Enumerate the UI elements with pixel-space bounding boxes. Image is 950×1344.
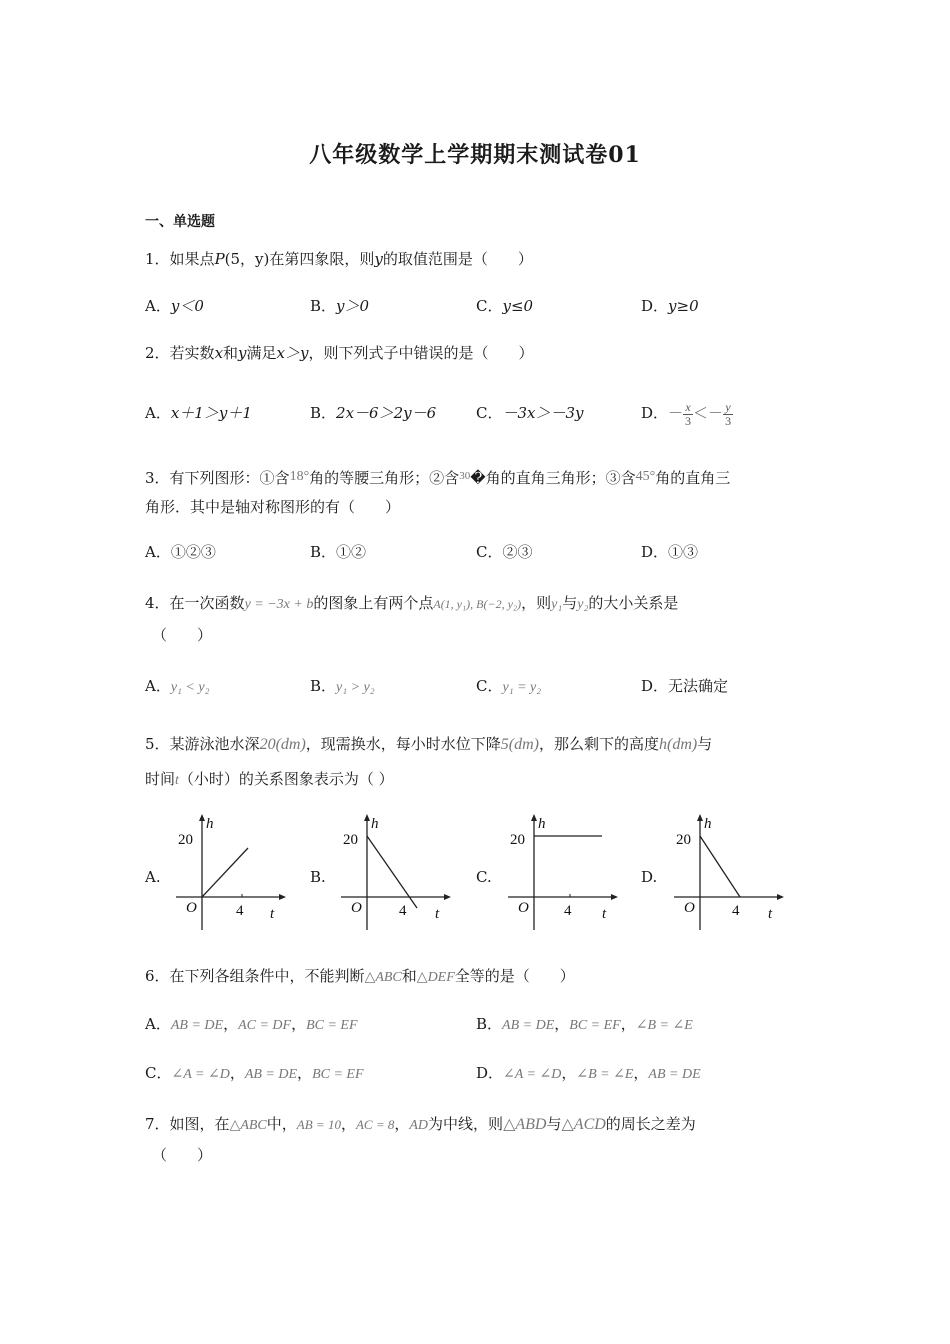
axis-label-h: h xyxy=(371,816,379,832)
option-c[interactable]: C. xyxy=(476,868,492,886)
question-number: 2． xyxy=(145,344,170,362)
question-7-line-2: （ ） xyxy=(152,1146,213,1164)
fraction: $\frac{y}{3}$ xyxy=(725,399,732,428)
option-d[interactable]: D．∠A = ∠D，∠B = ∠E，AB = DE xyxy=(476,1064,701,1082)
graph-c[interactable] xyxy=(502,812,622,932)
option-a[interactable]: A．y₁ < y₂ xyxy=(145,677,210,695)
axis-label-h: h xyxy=(704,816,712,832)
tick-label-x: 4 xyxy=(564,903,572,919)
question-2: 2．若实数x和y满足x＞y，则下列式子中错误的是（ ） xyxy=(145,344,534,362)
axis-label-t: t xyxy=(768,906,773,922)
question-7: 7．如图，在△ABC中，AB = 10，AC = 8，AD为中线，则△ABD与△ACD的周长之差为 xyxy=(145,1115,696,1133)
option-b[interactable]: B．①② xyxy=(310,543,367,561)
question-6: 6．在下列各组条件中，不能判断△ABC和△DEF全等的是（ ） xyxy=(145,967,575,985)
question-5-line-2: 时间t（小时）的关系图象表示为（ ） xyxy=(145,770,394,788)
graph-d[interactable] xyxy=(668,812,788,932)
tick-label-y: 20 xyxy=(676,832,691,848)
axis-label-h: h xyxy=(206,816,214,832)
question-4: 4．在一次函数y = −3x + b的图象上有两个点A(1, y₁), B(−2, y₂)，则y₁与y₂的大小关系是 xyxy=(145,594,679,612)
option-c[interactable]: C．y≤0 xyxy=(476,297,534,315)
option-c[interactable]: C．y₁ = y₂ xyxy=(476,677,542,695)
option-c[interactable]: C．②③ xyxy=(476,543,533,561)
tick-label-x: 4 xyxy=(399,903,407,919)
option-d[interactable]: D．无法确定 xyxy=(641,677,729,695)
graph-a[interactable] xyxy=(170,812,290,932)
question-number: 7． xyxy=(145,1115,170,1133)
graph-b[interactable] xyxy=(335,812,455,932)
option-a[interactable]: A．AB = DE，AC = DF，BC = EF xyxy=(145,1015,358,1033)
axis-label-h: h xyxy=(538,816,546,832)
question-number: 6． xyxy=(145,967,170,985)
page-title: 八年级数学上学期期末测试卷01 xyxy=(309,142,641,168)
tick-label-y: 20 xyxy=(178,832,193,848)
option-b[interactable]: B．AB = DE，BC = EF，∠B = ∠E xyxy=(476,1015,693,1033)
tick-label-y: 20 xyxy=(343,832,358,848)
question-number: 3． xyxy=(145,469,170,487)
question-1: 1．如果点P(5，y)在第四象限，则y的取值范围是（ ） xyxy=(145,250,533,268)
axis-label-t: t xyxy=(602,906,607,922)
question-4-line-2: （ ） xyxy=(152,626,213,644)
option-a[interactable]: A．x＋1＞y＋1 xyxy=(145,404,252,422)
question-number: 4． xyxy=(145,594,170,612)
option-d[interactable]: D．y≥0 xyxy=(641,297,699,315)
origin-label: O xyxy=(684,900,695,916)
option-a[interactable]: A．①②③ xyxy=(145,543,216,561)
origin-label: O xyxy=(518,900,529,916)
option-b[interactable]: B．y₁ > y₂ xyxy=(310,677,375,695)
question-5: 5．某游泳池水深20(dm)，现需换水，每小时水位下降5(dm)，那么剩下的高度h(dm)与 xyxy=(145,735,713,753)
option-a[interactable]: A. xyxy=(145,868,161,886)
option-d[interactable]: D．－ $\frac{x}{3}$ ＜－ $\frac{y}{3}$ xyxy=(641,399,732,428)
option-b[interactable]: B．y＞0 xyxy=(310,297,370,315)
origin-label: O xyxy=(351,900,362,916)
option-d[interactable]: D．①③ xyxy=(641,543,699,561)
fraction: $\frac{x}{3}$ xyxy=(685,399,692,428)
question-3-line-2: 角形．其中是轴对称图形的有（ ） xyxy=(145,498,401,516)
option-c[interactable]: C．－3x＞－3y xyxy=(476,404,584,422)
origin-label: O xyxy=(186,900,197,916)
tick-label-x: 4 xyxy=(732,903,740,919)
option-b[interactable]: B．2x－6＞2y－6 xyxy=(310,404,437,422)
section-heading: 一、单选题 xyxy=(145,214,215,230)
option-d[interactable]: D. xyxy=(641,868,658,886)
tick-label-y: 20 xyxy=(510,832,525,848)
option-a[interactable]: A．y＜0 xyxy=(145,297,204,315)
option-c[interactable]: C．∠A = ∠D，AB = DE，BC = EF xyxy=(145,1064,364,1082)
question-number: 1． xyxy=(145,250,170,268)
axis-label-t: t xyxy=(270,906,275,922)
question-3: 3．有下列图形：①含18°角的等腰三角形；②含$^{30}$�角的直角三角形；③含45°角的直角三 xyxy=(145,469,731,487)
tick-label-x: 4 xyxy=(236,903,244,919)
axis-label-t: t xyxy=(435,906,440,922)
option-b[interactable]: B. xyxy=(310,868,326,886)
question-number: 5． xyxy=(145,735,170,753)
